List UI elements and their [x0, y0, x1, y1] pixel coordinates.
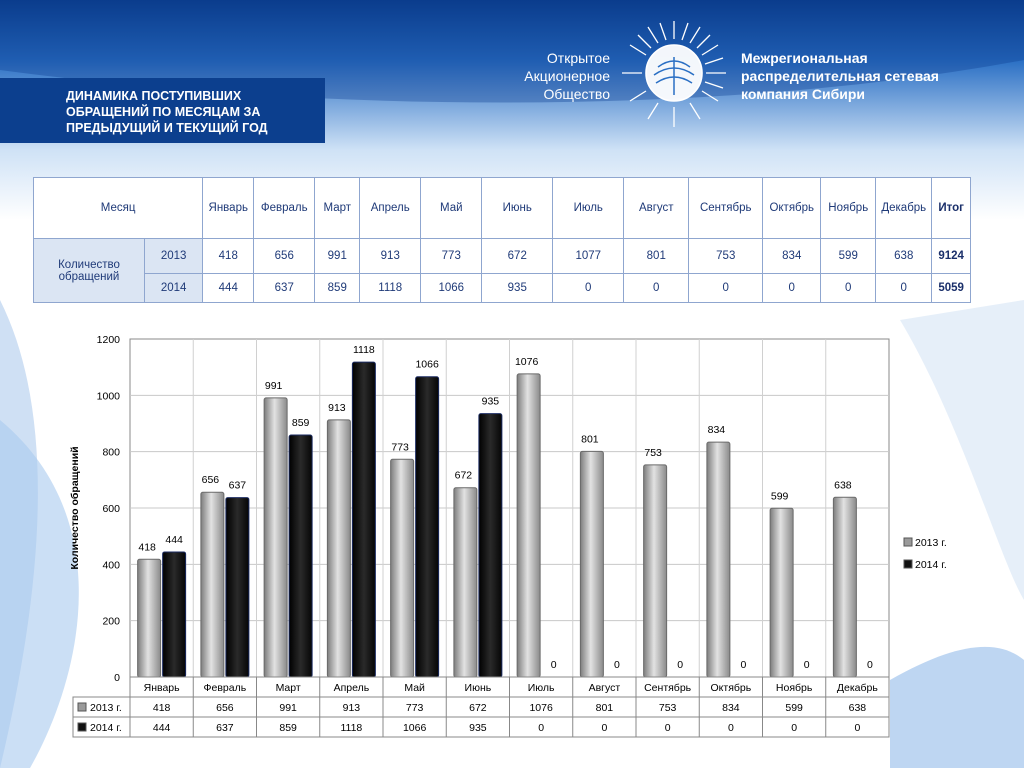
header-month-label: Месяц [34, 178, 203, 239]
bar-2013 [833, 497, 856, 677]
header-total: Итог [932, 178, 971, 239]
data-label: 418 [138, 541, 156, 554]
org-form-line-2: Акционерное [524, 68, 610, 84]
cell: 444 [203, 274, 254, 303]
y-tick-label: 600 [102, 503, 120, 515]
data-label: 859 [291, 417, 310, 430]
cell: 656 [254, 239, 315, 274]
bar-2013 [138, 559, 161, 677]
cell: 1066 [421, 274, 482, 303]
cell: 753 [689, 239, 763, 274]
table-value-2013: 753 [658, 702, 677, 714]
cell: 1077 [553, 239, 624, 274]
row-year: 2013 [145, 239, 203, 274]
table-value-2013: 672 [469, 702, 487, 714]
data-label: 599 [770, 490, 789, 503]
x-tick-label: Август [588, 682, 621, 694]
bar-2013 [201, 492, 224, 677]
table-value-2014: 859 [279, 722, 297, 734]
bar-2013 [517, 374, 540, 677]
title-line-1: ДИНАМИКА ПОСТУПИВШИХ [66, 89, 242, 103]
bar-2013 [580, 451, 603, 677]
x-tick-label: Март [275, 682, 301, 694]
bar-2014 [226, 498, 249, 677]
cell: 0 [624, 274, 689, 303]
cell: 672 [482, 239, 553, 274]
cell: 801 [624, 239, 689, 274]
y-tick-label: 1200 [96, 334, 120, 346]
header-month: Август [624, 178, 689, 239]
legend-key [904, 538, 912, 546]
data-label: 0 [550, 659, 557, 671]
table-value-2013: 834 [722, 702, 740, 714]
header-month: Сентябрь [689, 178, 763, 239]
bar-2013 [770, 508, 793, 677]
company-name-line-1: Межрегиональная [741, 50, 868, 66]
data-label: 0 [866, 659, 873, 671]
data-label: 773 [391, 441, 409, 454]
cell: 0 [763, 274, 821, 303]
total-cell: 5059 [932, 274, 971, 303]
data-label: 935 [481, 395, 500, 408]
org-form-line-3: Общество [543, 86, 610, 102]
y-tick-label: 800 [102, 446, 120, 459]
x-tick-label: Ноябрь [775, 682, 813, 694]
table-value-2014: 1118 [340, 722, 363, 734]
row-year: 2014 [145, 274, 203, 303]
data-label: 834 [707, 424, 726, 437]
table-legend-key [78, 703, 86, 711]
y-tick-label: 1000 [96, 390, 120, 403]
bar-2013 [264, 398, 287, 677]
y-tick-label: 0 [114, 672, 120, 684]
cell: 0 [876, 274, 932, 303]
header-month: Январь [203, 178, 254, 239]
table-value-2013: 801 [595, 702, 614, 714]
y-axis-title: Количество обращений [69, 446, 81, 570]
company-name-line-3: компания Сибири [741, 86, 866, 102]
data-label: 991 [264, 379, 283, 392]
legend-label: 2014 г. [915, 559, 947, 571]
legend-label: 2013 г. [915, 537, 947, 549]
cell: 935 [482, 274, 553, 303]
data-label: 1066 [415, 358, 439, 371]
bar-2013 [327, 420, 350, 677]
bar-2014 [479, 414, 502, 677]
bar-2014 [416, 377, 439, 677]
x-tick-label: Октябрь [710, 682, 752, 694]
data-label: 0 [677, 659, 684, 671]
table-value-2014: 1066 [402, 722, 427, 734]
cell: 0 [689, 274, 763, 303]
x-tick-label: Январь [143, 682, 180, 694]
data-label: 1118 [352, 344, 375, 357]
header-month: Декабрь [876, 178, 932, 239]
total-cell: 9124 [932, 239, 971, 274]
data-label: 656 [201, 474, 220, 487]
table-value-2013: 913 [342, 702, 361, 714]
cell: 773 [421, 239, 482, 274]
header-month: Июнь [482, 178, 553, 239]
header-month: Июль [553, 178, 624, 239]
cell: 638 [876, 239, 932, 274]
data-label: 1076 [514, 355, 539, 368]
org-form-line-1: Открытое [546, 50, 610, 66]
header-month: Май [421, 178, 482, 239]
x-tick-label: Декабрь [836, 682, 878, 694]
data-label: 638 [834, 479, 852, 492]
data-label: 801 [581, 433, 599, 446]
bar-2014 [352, 362, 375, 677]
table-value-2014: 0 [664, 722, 671, 734]
cell: 0 [821, 274, 876, 303]
cell: 599 [821, 239, 876, 274]
table-value-2014: 444 [152, 722, 171, 734]
bar-2013 [391, 459, 414, 677]
table-value-2014: 0 [538, 722, 545, 734]
data-label: 637 [228, 479, 247, 492]
cell: 859 [315, 274, 360, 303]
bar-2014 [163, 552, 186, 677]
data-label: 913 [328, 401, 346, 414]
table-value-2013: 656 [216, 702, 234, 714]
cell: 637 [254, 274, 315, 303]
x-tick-label: Май [404, 682, 425, 694]
title-line-2: ОБРАЩЕНИЙ ПО МЕСЯЦАМ ЗА [66, 105, 261, 119]
table-value-2014: 637 [216, 722, 234, 734]
cell: 418 [203, 239, 254, 274]
data-label: 0 [613, 659, 620, 671]
table-series-name: 2013 г. [90, 702, 122, 714]
data-label: 672 [454, 469, 473, 482]
table-legend-key [78, 723, 86, 731]
data-label: 753 [644, 446, 662, 459]
bar-2013 [707, 442, 730, 677]
legend-key [904, 560, 912, 568]
title-line-3: ПРЕДЫДУЩИЙ И ТЕКУЩИЙ ГОД [66, 121, 268, 135]
data-label: 0 [803, 659, 810, 671]
x-tick-label: Июль [527, 682, 555, 694]
header-month: Ноябрь [821, 178, 876, 239]
bar-2013 [454, 488, 477, 677]
table-value-2014: 0 [601, 722, 608, 734]
cell: 1118 [360, 274, 421, 303]
cell: 991 [315, 239, 360, 274]
x-tick-label: Апрель [333, 682, 370, 694]
company-name-line-2: распределительная сетевая [741, 68, 939, 84]
table-value-2014: 0 [791, 722, 798, 734]
cell: 834 [763, 239, 821, 274]
x-tick-label: Июнь [464, 682, 492, 694]
table-value-2013: 991 [279, 702, 297, 714]
table-series-name: 2014 г. [90, 722, 122, 734]
row-label: Количество обращений [34, 239, 145, 303]
table-value-2013: 599 [785, 702, 803, 714]
table-value-2013: 1076 [529, 702, 553, 714]
cell: 913 [360, 239, 421, 274]
table-value-2014: 0 [727, 722, 734, 734]
table-value-2013: 638 [848, 702, 867, 714]
bar-2014 [289, 435, 312, 677]
data-label: 444 [165, 533, 183, 546]
table-value-2014: 935 [469, 722, 487, 734]
table-value-2014: 0 [854, 722, 861, 734]
header-month: Февраль [254, 178, 315, 239]
cell: 0 [553, 274, 624, 303]
table-value-2013: 418 [152, 702, 171, 714]
table-value-2013: 773 [405, 702, 424, 714]
y-tick-label: 400 [102, 559, 120, 572]
y-tick-label: 200 [102, 615, 120, 628]
header-month: Апрель [360, 178, 421, 239]
x-tick-label: Сентябрь [644, 682, 692, 694]
x-tick-label: Февраль [203, 682, 247, 694]
header-month: Октябрь [763, 178, 821, 239]
data-label: 0 [740, 659, 747, 671]
header-month: Март [315, 178, 360, 239]
bar-2013 [644, 465, 667, 677]
